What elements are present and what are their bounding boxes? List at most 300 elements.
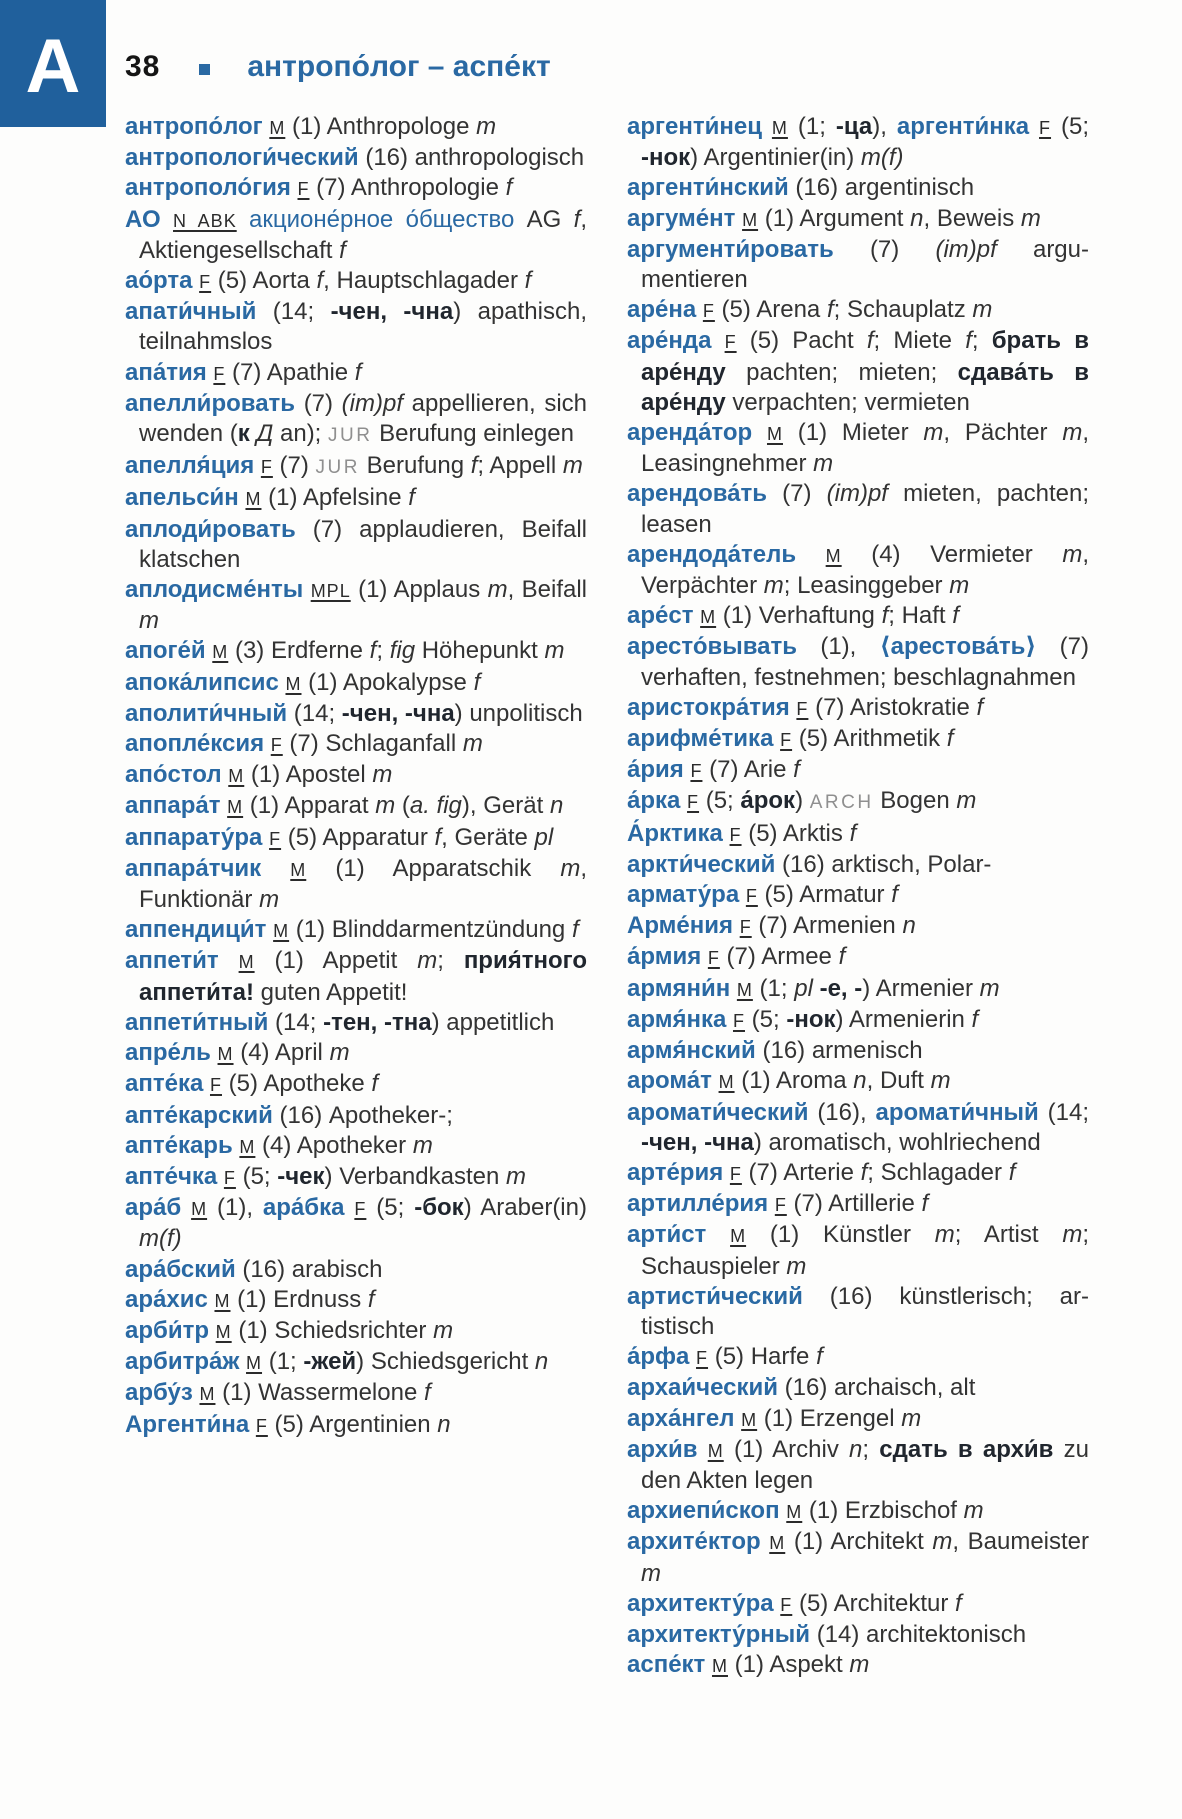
italic-text: f — [354, 358, 362, 386]
gender-marker: F — [707, 948, 720, 969]
italic-text: f — [524, 267, 532, 295]
headword: аргенти́нский — [627, 174, 796, 202]
italic-text: a. fig — [409, 792, 462, 820]
gender-marker: M — [290, 859, 307, 880]
entry-text: ; Leasinggeber — [783, 572, 950, 600]
entry-text: ; Appell — [477, 452, 563, 480]
entry-text: , Beweis — [923, 204, 1021, 232]
dictionary-entry — [125, 1101, 587, 1131]
gender-marker: M — [741, 1409, 758, 1430]
entry-text: (5) Arena — [714, 296, 827, 324]
italic-text: m — [923, 419, 944, 447]
italic-text: f — [571, 916, 579, 944]
headword: армя́нка — [627, 1005, 733, 1033]
gender-marker: M — [227, 797, 244, 818]
italic-text: m — [1062, 419, 1083, 447]
bold-phrase: сдать в архи́в — [879, 1435, 1054, 1463]
italic-text: f — [369, 637, 377, 665]
italic-text: f — [316, 267, 324, 295]
entry-text: mieten, pachten; leasen — [641, 480, 1089, 538]
dictionary-entry — [627, 1066, 1089, 1097]
entry-text: (4) April — [233, 1039, 330, 1067]
italic-text: f — [367, 1285, 375, 1313]
gender-marker: M — [700, 607, 717, 628]
italic-text: f — [473, 668, 481, 696]
bold-phrase: -нок — [786, 1005, 836, 1033]
dictionary-entry — [627, 755, 1089, 786]
italic-text: m — [979, 974, 1000, 1002]
dictionary-entry — [125, 636, 587, 667]
entry-text: (1) Argument — [758, 204, 911, 232]
dictionary-entry — [125, 1255, 587, 1285]
italic-text: m — [641, 1559, 661, 1587]
entry-text: (1; — [262, 1348, 304, 1376]
entry-text: ) apathisch, teilnahmslos — [139, 298, 587, 356]
headword: аппендици́т — [125, 916, 274, 944]
dictionary-entry — [125, 483, 587, 514]
gender-marker: M — [273, 921, 290, 942]
section-letter: A — [25, 23, 81, 109]
entry-text: (5; — [1051, 113, 1089, 140]
entry-text: (7) Armenien — [751, 912, 903, 940]
entry-text: (1) Archiv — [723, 1435, 850, 1463]
dictionary-entry — [627, 1589, 1089, 1620]
dictionary-entry — [627, 235, 1089, 295]
dictionary-entry — [125, 1410, 587, 1441]
entry-text: (5; — [744, 1005, 787, 1033]
page-header — [125, 50, 551, 84]
entry-text: (14; — [1047, 1098, 1089, 1126]
headword: апельси́н — [125, 484, 246, 512]
dictionary-entry — [125, 1038, 587, 1069]
dictionary-entry — [627, 1435, 1089, 1496]
expansion-text: акционе́рное о́бщество — [236, 205, 527, 233]
entry-text: (7) — [303, 389, 342, 417]
italic-text: m — [763, 572, 784, 600]
entry-text: ; Haft — [888, 602, 953, 630]
headword: арендова́ть — [627, 480, 783, 508]
headword: аргенти́нка — [896, 113, 1040, 140]
headword: аспе́кт — [627, 1651, 712, 1679]
headword: аркти́ческий — [627, 850, 783, 878]
italic-text: m — [259, 886, 280, 914]
dictionary-entry — [627, 204, 1089, 235]
headword: арха́нгел — [627, 1404, 742, 1432]
headword: аре́ст — [627, 602, 701, 630]
italic-text: m — [544, 637, 565, 665]
italic-text: f — [955, 1589, 962, 1617]
entry-text: (1) Applaus — [350, 576, 488, 604]
italic-text: m — [930, 1067, 951, 1095]
italic-text: f — [881, 602, 889, 630]
dictionary-entry — [125, 1069, 587, 1100]
entry-text: ; Artist — [954, 1221, 1063, 1249]
entry-text: Höhepunkt — [415, 637, 545, 665]
italic-text: m — [934, 1221, 955, 1249]
entry-text: (14) architektonisch — [816, 1620, 1027, 1648]
dictionary-entry — [627, 326, 1089, 418]
italic-text: (im)pf — [826, 480, 888, 508]
dictionary-entry — [627, 724, 1089, 755]
entry-text: ) Verbandkasten — [324, 1162, 506, 1190]
gender-marker: M — [238, 952, 255, 973]
dictionary-entry — [627, 1220, 1089, 1281]
headword: арте́рия — [627, 1158, 730, 1186]
italic-text: m — [476, 113, 497, 140]
headword: ао́рта — [125, 267, 200, 295]
headword: аппара́т — [125, 792, 228, 820]
headword: арбу́з — [125, 1379, 200, 1407]
entry-text: (1) Apokalypse — [301, 668, 474, 696]
section-tab — [0, 0, 106, 127]
headword: архите́ктор — [627, 1528, 770, 1556]
entry-text: , Verpächter — [641, 540, 1089, 600]
gender-marker: M — [239, 1136, 256, 1157]
headword: аромати́чный — [875, 1098, 1048, 1126]
gender-marker: F — [255, 1415, 268, 1436]
entry-text: ) aromatisch, wohlriechend — [753, 1128, 1041, 1156]
entry-text: ), Gerät — [461, 792, 550, 820]
bold-phrase: брать в аре́нду — [641, 327, 1089, 386]
entry-text: (5) Apparatur — [281, 823, 435, 851]
gender-marker: F — [729, 824, 742, 845]
headword: апте́карь — [125, 1131, 240, 1159]
entry-text: (1; — [752, 974, 795, 1002]
gender-marker: F — [687, 792, 700, 813]
gender-marker: F — [696, 1348, 709, 1369]
entry-text: (1) Anthropologe — [285, 113, 477, 140]
gender-marker: F — [780, 730, 793, 751]
entry-text: ) Argentinier(in) — [690, 144, 861, 172]
bold-phrase: -чен, -чна — [330, 298, 454, 326]
entry-text: ; — [862, 1435, 880, 1463]
headword: архитекту́рный — [627, 1620, 817, 1648]
dictionary-entry — [125, 1316, 587, 1347]
italic-text: n — [534, 1348, 549, 1376]
entry-text: (1) Blinddarmentzündung — [289, 916, 572, 944]
headword: армя́нский — [627, 1037, 763, 1065]
headword: апелля́ция — [125, 452, 261, 480]
entry-text: (1) Aspekt — [727, 1651, 850, 1679]
italic-text: m — [1020, 204, 1041, 232]
entry-text: (16) archaisch, alt — [784, 1374, 976, 1402]
italic-text: f — [573, 205, 581, 233]
italic-text: m — [901, 1404, 922, 1432]
headword: аренда́тор — [627, 419, 767, 447]
entry-text: (1) Architekt — [785, 1528, 933, 1556]
headword: аргуме́нт — [627, 204, 743, 232]
headword: аполити́чный — [125, 699, 294, 727]
gender-marker: M — [285, 673, 302, 694]
italic-text: m — [813, 450, 834, 478]
field-label: JUR — [315, 457, 360, 479]
italic-text: f — [965, 327, 972, 355]
headword: аристокра́тия — [627, 693, 797, 721]
headword: апо́стол — [125, 761, 229, 789]
dictionary-entry — [125, 823, 587, 854]
dictionary-entry — [125, 575, 587, 636]
italic-text: f — [891, 881, 898, 909]
right-column — [627, 112, 1089, 1681]
dictionary-entry — [125, 915, 587, 946]
gender-marker: F — [729, 1163, 742, 1184]
entry-text: (1) Erdnuss — [230, 1285, 368, 1313]
dictionary-entry — [125, 1347, 587, 1378]
dictionary-entry — [125, 173, 587, 204]
gender-marker: MPL — [310, 581, 351, 602]
entry-text: ; Schlagader — [867, 1158, 1009, 1186]
entry-text: (1), — [820, 633, 880, 661]
entry-text: (16) Apotheker-; — [279, 1101, 453, 1129]
dictionary-entry — [125, 1162, 587, 1193]
headword: А́рктика — [627, 819, 730, 847]
dictionary-entry — [627, 295, 1089, 326]
entry-text: (7) Artillerie — [786, 1190, 922, 1218]
gender-marker: F — [223, 1167, 236, 1188]
entry-text: (16) künstlerisch; artistisch — [641, 1282, 1089, 1340]
italic-text: f — [408, 484, 415, 512]
headword: аресто́вывать — [627, 633, 821, 661]
entry-text: ) unpolitisch — [454, 699, 583, 727]
entry-text: (7) Arterie — [741, 1158, 861, 1186]
entry-text: (1) Appetit — [254, 947, 418, 975]
bold-phrase: -чек — [277, 1162, 325, 1190]
entry-text: AG — [526, 205, 574, 233]
entry-text: (1) Apostel — [244, 761, 373, 789]
italic-text: f — [826, 296, 834, 324]
entry-text: (1) Apparat — [243, 792, 376, 820]
headword: аппарату́ра — [125, 823, 270, 851]
entry-text: (5) Pacht — [736, 327, 867, 355]
bold-phrase: -нок — [641, 144, 691, 172]
gender-marker: M — [217, 1044, 234, 1065]
dictionary-entry — [125, 358, 587, 389]
entry-text: ; Miete — [873, 327, 966, 355]
entry-text: (7) Schlaganfall — [282, 730, 463, 758]
dictionary-entry — [125, 205, 587, 266]
gender-marker: F — [724, 332, 737, 353]
headword: апелли́ровать — [125, 389, 304, 417]
headword: Аргенти́на — [125, 1410, 256, 1438]
bold-phrase: -тен, -тна — [323, 1008, 432, 1036]
headword: антропо́лог — [125, 113, 270, 140]
dictionary-entry — [627, 850, 1089, 880]
bold-phrase: -чен, -чна — [641, 1128, 754, 1156]
headword: ⟨арестова́ть⟩ — [879, 633, 1037, 661]
headword: а́рка — [627, 787, 688, 815]
entry-text: (7) Anthropologie — [309, 174, 506, 202]
dictionary-entry — [627, 632, 1089, 692]
entry-text: (7) verhaften, festnehmen; beschlagnahmen — [641, 633, 1090, 691]
entry-text: (5; — [235, 1162, 278, 1190]
italic-text: m — [972, 296, 993, 324]
headword: антрополо́гия — [125, 174, 298, 202]
headword: ара́бка — [262, 1194, 355, 1222]
entry-text: (7) — [782, 480, 827, 508]
italic-text: n — [849, 1435, 863, 1463]
gender-marker: F — [199, 272, 212, 293]
italic-text: pl — [534, 823, 554, 851]
italic-text: f — [423, 1379, 431, 1407]
entry-text: (7) Arie — [702, 756, 794, 784]
gender-marker: M — [718, 1072, 735, 1093]
entry-text: zu den Akten legen — [641, 1435, 1089, 1494]
gender-marker: M — [742, 209, 759, 230]
gender-marker: M — [825, 545, 842, 566]
headword: ара́бский — [125, 1255, 243, 1283]
entry-text: (16) armenisch — [762, 1037, 923, 1065]
italic-text: n — [437, 1410, 451, 1438]
entry-text: (14; — [293, 699, 342, 727]
dictionary-entry — [627, 1158, 1089, 1189]
field-label: JUR — [328, 425, 373, 447]
italic-text: m — [949, 572, 970, 600]
gender-marker: M — [246, 1353, 263, 1374]
dictionary-entry — [125, 791, 587, 822]
entry-text: Berufung — [360, 452, 471, 480]
headword: аре́нда — [627, 327, 725, 355]
bold-phrase: -бок — [414, 1194, 464, 1222]
italic-text: f — [339, 236, 346, 264]
dictionary-entry — [627, 1496, 1089, 1527]
italic-text: m — [139, 607, 159, 635]
dictionary-entry — [627, 1036, 1089, 1066]
dictionary-entry — [627, 1282, 1089, 1342]
bold-phrase: -жей — [303, 1348, 357, 1376]
gender-marker: M — [707, 1440, 724, 1461]
headword: апте́ка — [125, 1070, 210, 1098]
headword: аппара́тчик — [125, 854, 291, 882]
headword: архитекту́ра — [627, 1589, 781, 1617]
bold-phrase: а́рок — [740, 787, 796, 815]
entry-text: (1) Wassermelone — [215, 1379, 424, 1407]
italic-text: m — [506, 1162, 526, 1190]
dictionary-entry — [125, 699, 587, 729]
gender-marker: F — [297, 179, 310, 200]
italic-text: m — [433, 1316, 454, 1344]
entry-text: (1) Verhaftung — [716, 602, 882, 630]
headword: архаи́ческий — [627, 1374, 785, 1402]
entry-text: ) appetitlich — [431, 1008, 555, 1036]
gender-marker: M — [711, 1656, 728, 1677]
italic-text: m — [329, 1039, 350, 1067]
dictionary-entry — [125, 1378, 587, 1409]
entry-text: , Beifall — [507, 576, 588, 604]
headword: апати́чный — [125, 298, 273, 326]
italic-text: m — [372, 761, 393, 789]
headword: арби́тр — [125, 1316, 216, 1344]
headword: апока́липсис — [125, 668, 286, 696]
entry-text: (7) applaudieren, Beifall klatschen — [139, 515, 587, 573]
dictionary-entry — [627, 1650, 1089, 1681]
entry-text: (1) Aroma — [734, 1067, 854, 1095]
gender-marker: M — [191, 1199, 208, 1220]
dictionary-entry — [125, 668, 587, 699]
italic-text: f — [971, 1005, 979, 1033]
dictionary-entry — [627, 1189, 1089, 1220]
italic-text: (im)pf — [935, 235, 997, 263]
gender-marker: F — [690, 761, 703, 782]
entry-text: ; — [971, 327, 992, 355]
headword: апте́чка — [125, 1162, 224, 1190]
italic-text: n — [910, 204, 924, 232]
italic-text: m(f) — [860, 144, 904, 172]
dictionary-entry — [627, 112, 1089, 173]
entry-text: (5) Argentinien — [267, 1410, 438, 1438]
entry-text: (1) Apfelsine — [261, 484, 409, 512]
headword: аре́на — [627, 296, 703, 324]
headword: а́рфа — [627, 1343, 697, 1371]
entry-text: (4) Apotheker — [255, 1131, 413, 1159]
gender-marker: F — [702, 301, 715, 322]
entry-text: (1; — [787, 113, 836, 140]
gender-marker: F — [269, 828, 282, 849]
italic-text: f — [952, 602, 959, 630]
headword: архи́в — [627, 1435, 708, 1463]
entry-text: (16) arktisch, Polar- — [782, 850, 992, 878]
headword: арбитра́ж — [125, 1348, 247, 1376]
bold-phrase: сдава́ть в аре́нду — [641, 358, 1089, 416]
italic-text: f — [371, 1070, 379, 1098]
dictionary-entry — [627, 1373, 1089, 1403]
headword: ара́хис — [125, 1285, 215, 1313]
headword: апоге́й — [125, 637, 213, 665]
headword: ара́б — [125, 1194, 192, 1222]
gender-marker: F — [260, 457, 273, 478]
guide-words: антропо́лог – аспе́кт — [247, 50, 551, 83]
headword: апа́тия — [125, 358, 214, 386]
gender-marker: M — [214, 1290, 231, 1311]
dictionary-entry — [627, 418, 1089, 479]
entry-text: (5) Architektur — [792, 1589, 955, 1617]
italic-text: f — [866, 327, 874, 355]
italic-text: m(f) — [139, 1225, 182, 1253]
dictionary-entry — [125, 143, 587, 173]
entry-text: Berufung einlegen — [372, 420, 574, 448]
italic-text: m — [786, 1252, 807, 1280]
entry-text: , Aktiengesellschaft — [139, 205, 587, 264]
gender-marker: M — [269, 118, 286, 138]
headword: а́рмия — [627, 943, 708, 971]
dictionary-entry — [627, 173, 1089, 203]
entry-text: , Baumeister — [952, 1528, 1090, 1556]
entry-text: (5) Arktis — [741, 819, 850, 847]
dictionary-entry — [125, 1285, 587, 1316]
dictionary-entry — [627, 479, 1089, 539]
headword: апре́ль — [125, 1039, 218, 1067]
entry-text: ) Armenier — [862, 974, 980, 1002]
headword: арти́ст — [627, 1221, 731, 1249]
gender-marker: F — [270, 735, 283, 756]
headword: аппети́тный — [125, 1008, 276, 1036]
italic-text: f — [849, 819, 857, 847]
gender-marker: M — [730, 1226, 747, 1247]
entry-text: (3) Erdferne — [228, 637, 370, 665]
field-label: ARCH — [809, 792, 874, 814]
gender-marker: F — [1039, 118, 1052, 138]
entry-text: , Leasingnehmer — [641, 419, 1090, 478]
entry-text: , Geräte — [441, 823, 535, 851]
entry-text: (7) — [272, 452, 316, 480]
italic-text: f — [946, 725, 954, 753]
headword: артисти́ческий — [627, 1282, 830, 1310]
italic-text: fig — [389, 637, 416, 665]
entry-text: argumentieren — [641, 235, 1089, 294]
entry-text: (1) Apparatschik — [306, 854, 561, 882]
headword: Арме́ния — [627, 912, 740, 940]
italic-text: f — [816, 1343, 823, 1371]
entry-text: (5) Armatur — [757, 881, 892, 909]
